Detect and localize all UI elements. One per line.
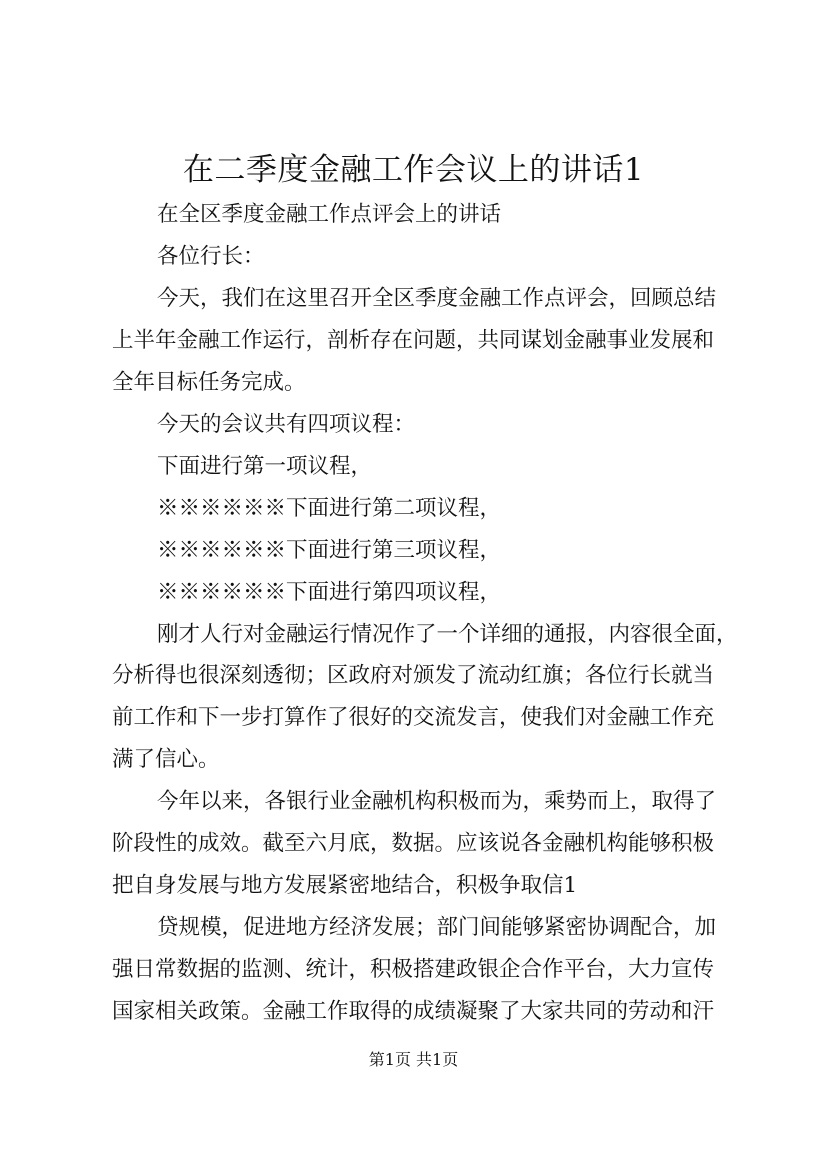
paragraph-line: 在全区季度金融工作点评会上的讲话 bbox=[157, 202, 502, 227]
paragraph-line: ※※※※※※下面进行第二项议程， bbox=[157, 496, 502, 521]
paragraph-line: 今年以来，各银行业金融机构积极而为，乘势而上，取得了 bbox=[157, 789, 717, 814]
paragraph-line: 贷规模，促进地方经济发展；部门间能够紧密协调配合，加 bbox=[157, 915, 717, 940]
document-title: 在二季度金融工作会议上的讲话1 bbox=[182, 152, 645, 188]
paragraph-line: ※※※※※※下面进行第三项议程， bbox=[157, 538, 502, 563]
paragraph-line: 今天，我们在这里召开全区季度金融工作点评会，回顾总结 bbox=[157, 286, 717, 311]
paragraph-line: 下面进行第一项议程， bbox=[157, 454, 373, 479]
paragraph-line: 刚才人行对金融运行情况作了一个详细的通报，内容很全面， bbox=[157, 622, 738, 647]
paragraph-line: 全年目标任务完成。 bbox=[112, 370, 306, 395]
paragraph-line: 各位行长： bbox=[157, 244, 265, 269]
paragraph-line: 国家相关政策。金融工作取得的成绩凝聚了大家共同的劳动和汗 bbox=[112, 999, 715, 1024]
paragraph-line: ※※※※※※下面进行第四项议程， bbox=[157, 580, 502, 605]
paragraph-line: 分析得也很深刻透彻；区政府对颁发了流动红旗；各位行长就当 bbox=[112, 663, 715, 688]
paragraph-line: 阶段性的成效。截至六月底，数据。应该说各金融机构能够积极 bbox=[112, 831, 715, 856]
paragraph-line: 今天的会议共有四项议程： bbox=[157, 412, 416, 437]
paragraph-line: 上半年金融工作运行，剖析存在问题，共同谋划金融事业发展和 bbox=[112, 328, 715, 353]
paragraph-line: 强日常数据的监测、统计，积极搭建政银企合作平台，大力宣传 bbox=[112, 957, 715, 982]
page-footer: 第1页 共1页 bbox=[368, 1050, 459, 1069]
paragraph-line: 满了信心。 bbox=[112, 747, 220, 772]
paragraph-line: 前工作和下一步打算作了很好的交流发言，使我们对金融工作充 bbox=[112, 705, 715, 730]
paragraph-line: 把自身发展与地方发展紧密地结合，积极争取信1 bbox=[112, 873, 578, 898]
